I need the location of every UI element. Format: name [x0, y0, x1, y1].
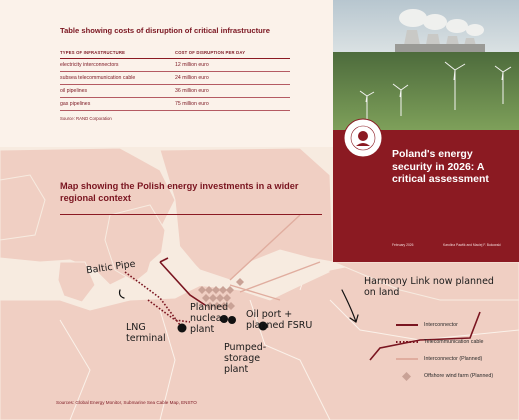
legend-interconnector	[396, 320, 516, 330]
annotation-lng: LNG terminal	[126, 322, 166, 344]
table-header-row	[60, 46, 290, 59]
annotation-nuclear: Planned nuclear plant	[190, 302, 229, 335]
legend-dotted-line	[396, 341, 418, 343]
map-title-rule	[60, 214, 322, 215]
legend-telecom	[396, 337, 516, 347]
legend-offshore-wind	[396, 371, 516, 381]
header-cost: COST OF DISRUPTION PER DAY	[175, 49, 246, 55]
legend-label: Offshore wind farm (Planned)	[424, 373, 494, 379]
seal-logo	[343, 118, 383, 158]
legend-planned-line	[396, 358, 418, 360]
table-row	[60, 72, 290, 85]
lng-terminal-dot	[178, 324, 187, 333]
map-source: Sources: Global Energy Monitor, Submarine Sea Cable Map, ENSTO	[56, 400, 197, 405]
cell-type: gas pipelines	[60, 101, 91, 107]
cell-cost: 24 million euro	[175, 75, 209, 81]
annotation-oil-port: Oil port + planned FSRU	[246, 309, 313, 331]
cell-type: oil pipelines	[60, 88, 88, 94]
cell-type: subsea telecommunication cable	[60, 75, 136, 81]
cell-cost: 36 million euro	[175, 88, 209, 94]
table-row	[60, 59, 290, 72]
cover-date: February 2026	[392, 243, 414, 247]
legend-label: Interconnector	[424, 322, 458, 328]
cost-table	[60, 46, 290, 111]
cover-authors: Karolina Pawlik and Maciej F. Bukowski	[443, 243, 501, 247]
cell-cost: 12 million euro	[175, 62, 209, 68]
legend-label: Telecommunication cable	[424, 339, 484, 345]
cell-type: electricity interconnectors	[60, 62, 119, 68]
annotation-pumped: Pumped-storage plant	[224, 342, 267, 375]
annotation-harmony: Harmony Link now planned on land	[364, 276, 494, 298]
legend-solid-line	[396, 324, 418, 326]
header-infrastructure: TYPES OF INFRASTRUCTURE	[60, 49, 126, 55]
legend-label: Interconnector (Planned)	[424, 356, 483, 362]
diamond-icon	[402, 372, 411, 381]
annotation-baltic-pipe: Baltic Pipe	[85, 258, 137, 277]
map-title: Map showing the Polish energy investments in a wider regional context	[60, 181, 299, 203]
table-title: Table showing costs of disruption of critical infrastructure	[60, 26, 270, 35]
table-source: Source: RAND Corporation	[60, 116, 112, 121]
table-row	[60, 98, 290, 111]
legend-interconnector-planned	[396, 354, 516, 364]
cover-photo	[333, 0, 519, 130]
cell-cost: 75 million euro	[175, 101, 209, 107]
table-row	[60, 85, 290, 98]
cover-title: Poland's energy security in 2026: A critical assessment	[392, 148, 489, 185]
